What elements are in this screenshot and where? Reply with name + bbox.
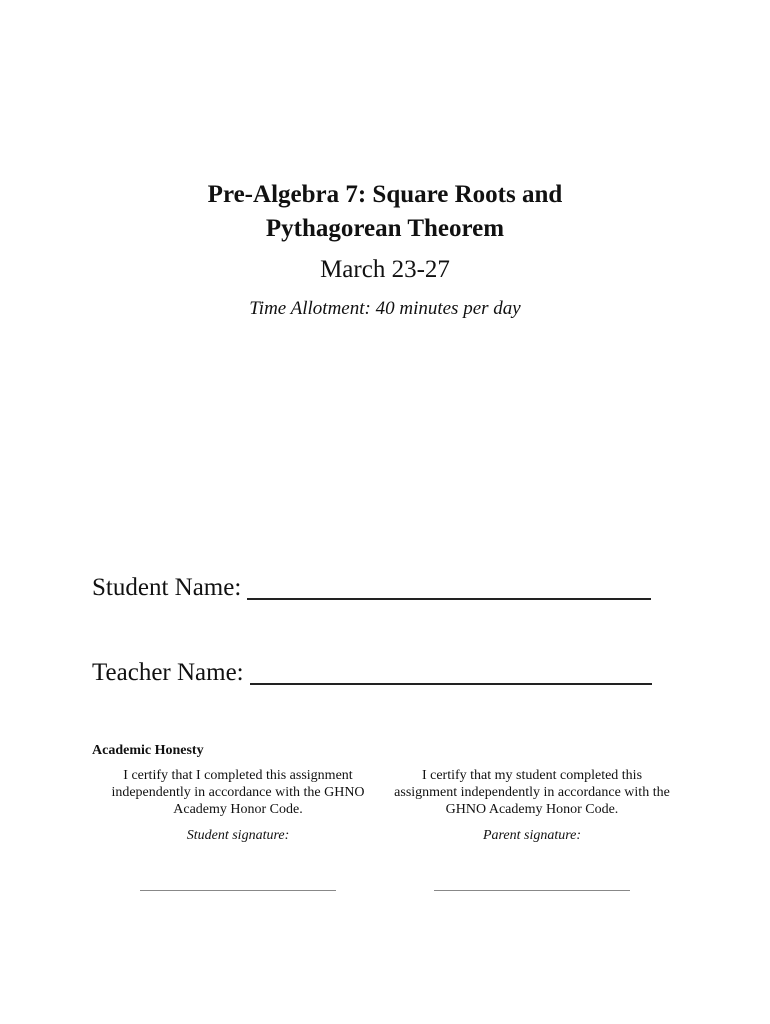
teacher-name-field bbox=[92, 657, 652, 689]
student-name-field bbox=[92, 572, 651, 604]
title-line-1: Pre-Algebra 7: Square Roots and bbox=[207, 181, 563, 208]
academic-honesty-heading: Academic Honesty bbox=[92, 743, 204, 758]
document-title bbox=[0, 178, 770, 246]
teacher-name-label: Teacher Name: bbox=[92, 659, 244, 686]
title-line-2: Pythagorean Theorem bbox=[265, 215, 505, 242]
student-signature-label: Student signature: bbox=[186, 828, 290, 843]
student-signature-line[interactable] bbox=[140, 890, 336, 891]
parent-signature-line[interactable] bbox=[434, 890, 630, 891]
time-allotment: Time Allotment: 40 minutes per day bbox=[249, 298, 521, 319]
student-name-label: Student Name: bbox=[92, 574, 242, 601]
student-certification-text: I certify that I completed this assignment independently in accordance with the GHNO Academy Honor Code. bbox=[111, 768, 365, 817]
parent-signature-label: Parent signature: bbox=[482, 828, 582, 843]
date-range: March 23-27 bbox=[320, 256, 450, 283]
parent-certification-text: I certify that my student completed this assignment independently in accordance with the GHNO Academy Honor Code. bbox=[394, 768, 670, 817]
teacher-name-line[interactable] bbox=[250, 659, 652, 685]
student-name-line[interactable] bbox=[247, 574, 651, 600]
